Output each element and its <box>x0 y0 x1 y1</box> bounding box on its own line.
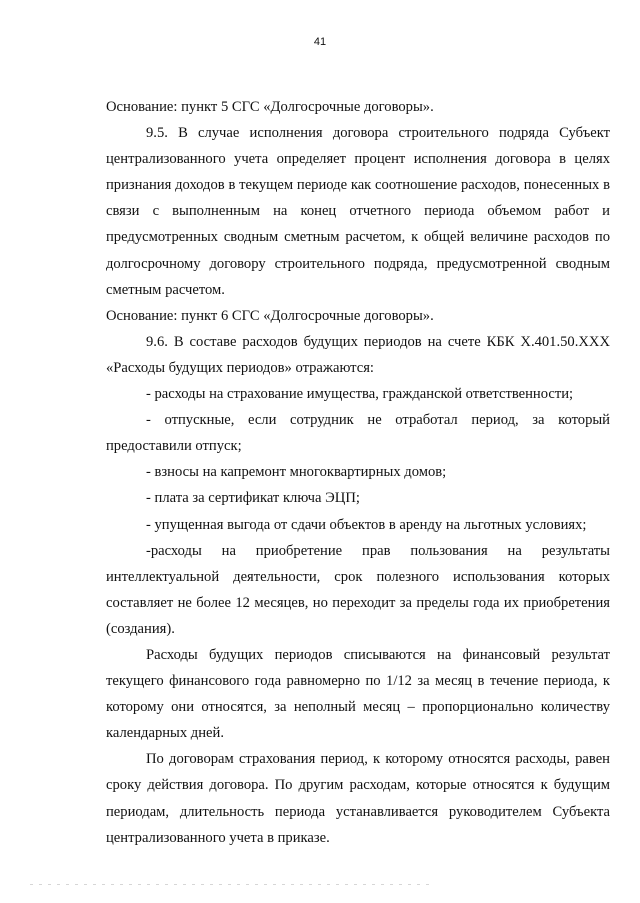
document-body <box>106 94 610 851</box>
paragraph-basis-2: Основание: пункт 6 СГС «Долгосрочные договоры». <box>106 307 434 324</box>
page-number: 41 <box>313 36 327 48</box>
list-item-lost-profit: - упущенная выгода от сдачи объектов в аренду на льготных условиях; <box>146 516 587 533</box>
paragraph-insurance-period: По договорам страхования период, к которому относятся расходы, равен сроку действия договора. По другим расходам, которые относятся к будущим периодам, длительность периода устанавливается руководителем Субъекта централизованного учета в приказе. <box>106 751 610 846</box>
paragraph-basis-1: Основание: пункт 5 СГС «Долгосрочные договоры». <box>106 99 434 115</box>
paragraph-write-off: Расходы будущих периодов списываются на финансовый результат текущего финансового года равномерно по 1/12 за месяц в течение периода, к которому они относятся, за неполный месяц – пропорционально количеству календарных дней. <box>106 646 610 742</box>
list-item-signature-certificate: - плата за сертификат ключа ЭЦП; <box>146 490 360 507</box>
list-item-insurance: - расходы на страхование имущества, гражданской ответственности; <box>146 386 574 403</box>
paragraph-9-5: 9.5. В случае исполнения договора строительного подряда Субъект централизованного учета определяет процент исполнения договора в целях признания доходов в текущем периоде как соотношение расходов, понесенных в связи с выполненным на конец отчетного периода объемом работ и предусмотренных сводным сметным расчетом, к общей величине расходов по долгосрочному договору строительного подряда, предусмотренной сводным сметным расчетом. <box>106 125 610 298</box>
paragraph-9-6: 9.6. В составе расходов будущих периодов на счете КБК X.401.50.XXX «Расходы будущих периодов» отражаются: <box>106 333 610 376</box>
scan-artifact-line <box>30 884 430 885</box>
list-item-vacation-pay: - отпускные, если сотрудник не отработал период, за который предоставили отпуск; <box>106 412 610 455</box>
list-item-capital-repair: - взносы на капремонт многоквартирных домов; <box>146 464 447 481</box>
list-item-ip-rights: -расходы на приобретение прав пользования на результаты интеллектуальной деятельности, срок полезного использования которых составляет не более 12 месяцев, но переходит за пределы года их приобретения (создания). <box>106 542 610 637</box>
